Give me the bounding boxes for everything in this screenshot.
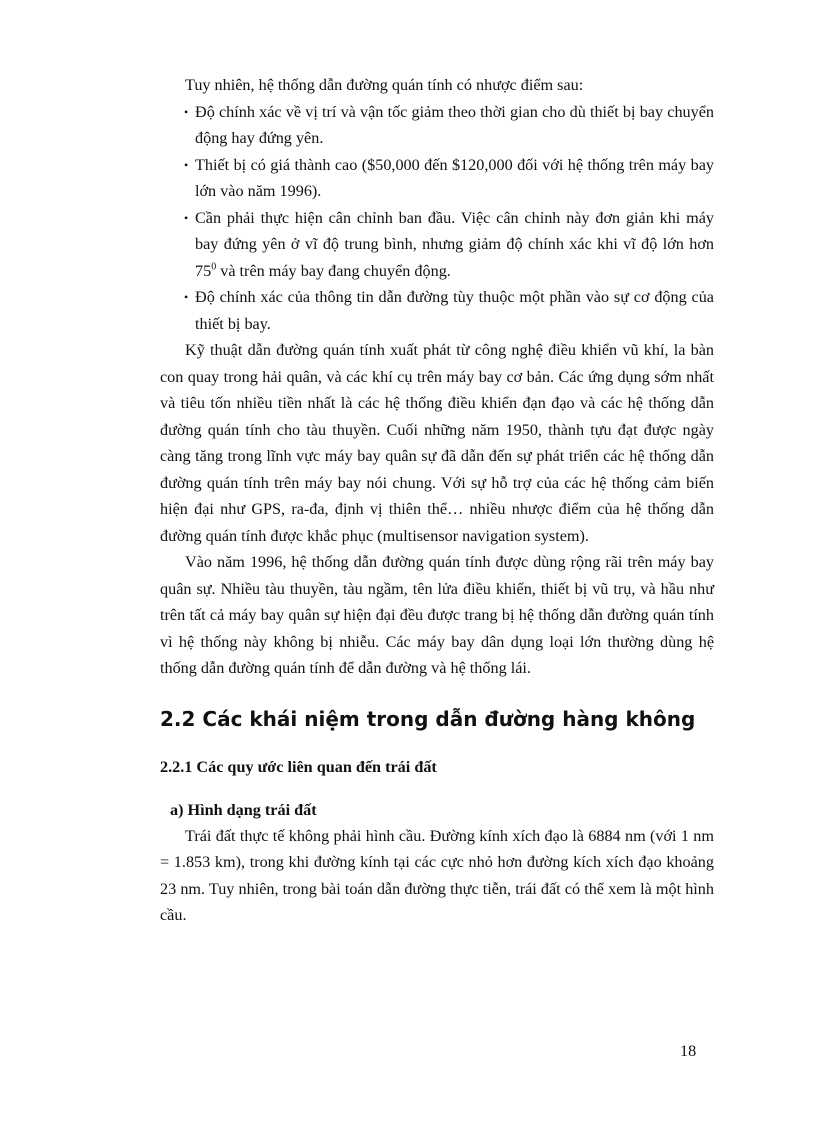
list-item-text-before: Cần phải thực hiện cân chỉnh ban đầu. Việc cân chỉnh này đơn giản khi máy bay đứng yên ở vĩ độ trung bình, nhưng giảm độ chính xác khi vĩ độ lớn hơn 75 (195, 208, 714, 280)
list-item (160, 284, 714, 337)
list-item (160, 152, 714, 205)
section-heading: 2.2 Các khái niệm trong dẫn đường hàng không (160, 706, 696, 731)
drawback-list (160, 99, 714, 338)
subsubsection-heading: a) Hình dạng trái đất (170, 800, 317, 819)
list-item-text-after: và trên máy bay đang chuyển động. (216, 261, 451, 280)
earth-shape-paragraph: Trái đất thực tế không phải hình cầu. Đường kính xích đạo là 6884 nm (với 1 nm = 1.853 km), trong khi đường kính tại các cực nhỏ hơn đường kích xích đạo khoảng 23 nm. Tuy nhiên, trong bài toán dẫn đường thực tiễn, trái đất có thể xem là một hình cầu. (160, 826, 714, 924)
usage-paragraph: Vào năm 1996, hệ thống dẫn đường quán tính được dùng rộng rãi trên máy bay quân sự. Nhiều tàu thuyền, tàu ngầm, tên lửa điều khiển, thiết bị vũ trụ, và hầu như trên tất cả máy bay quân sự hiện đại đều được trang bị hệ thống dẫn đường quán tính vì hệ thống này không bị nhiễu. Các máy bay dân dụng loại lớn thường dùng hệ thống dẫn đường quán tính để dẫn đường và hệ thống lái. (160, 553, 714, 677)
bullet-icon: • (184, 104, 189, 119)
bullet-icon: • (184, 290, 189, 304)
intro-paragraph: Tuy nhiên, hệ thống dẫn đường quán tính có nhược điểm sau: (185, 76, 584, 94)
bullet-icon: • (184, 157, 189, 172)
list-item-text: Thiết bị có giá thành cao ($50,000 đến $120,000 đối với hệ thống trên máy bay lớn vào năm 1996). (195, 155, 714, 200)
subsection-heading: 2.2.1 Các quy ước liên quan đến trái đất (160, 757, 437, 776)
list-item-text: Độ chính xác về vị trí và vận tốc giảm theo thời gian cho dù thiết bị bay chuyển động hay đứng yên. (195, 102, 714, 147)
history-paragraph: Kỹ thuật dẫn đường quán tính xuất phát từ công nghệ điều khiển vũ khí, la bàn con quay trong hải quân, và các khí cụ trên máy bay cơ bản. Các ứng dụng sớm nhất và tiêu tốn nhiều tiền nhất là các hệ thống điều khiển đạn đạo và các hệ thống dẫn đường quán tính cho tàu thuyền. Cuối những năm 1950, thành tựu đạt được ngày càng tăng trong lĩnh vực máy bay quân sự đã dẫn đến sự phát triển các hệ thống dẫn đường quán tính trên máy bay nói chung. Với sự hỗ trợ của các hệ thống cảm biến hiện đại như GPS, ra-đa, định vị thiên thể… nhiều nhược điểm của hệ thống dẫn đường quán tính được khắc phục (multisensor navigation system). (160, 341, 714, 545)
list-item-text: Độ chính xác của thông tin dẫn đường tùy thuộc một phần vào sự cơ động của thiết bị bay. (195, 288, 714, 333)
degree-superscript: 0 (211, 261, 217, 273)
list-item (160, 205, 714, 285)
page-number: 18 (680, 1042, 697, 1060)
document-page (160, 72, 714, 929)
list-item-text (195, 209, 714, 280)
list-item (160, 99, 714, 152)
bullet-icon: • (184, 210, 189, 225)
